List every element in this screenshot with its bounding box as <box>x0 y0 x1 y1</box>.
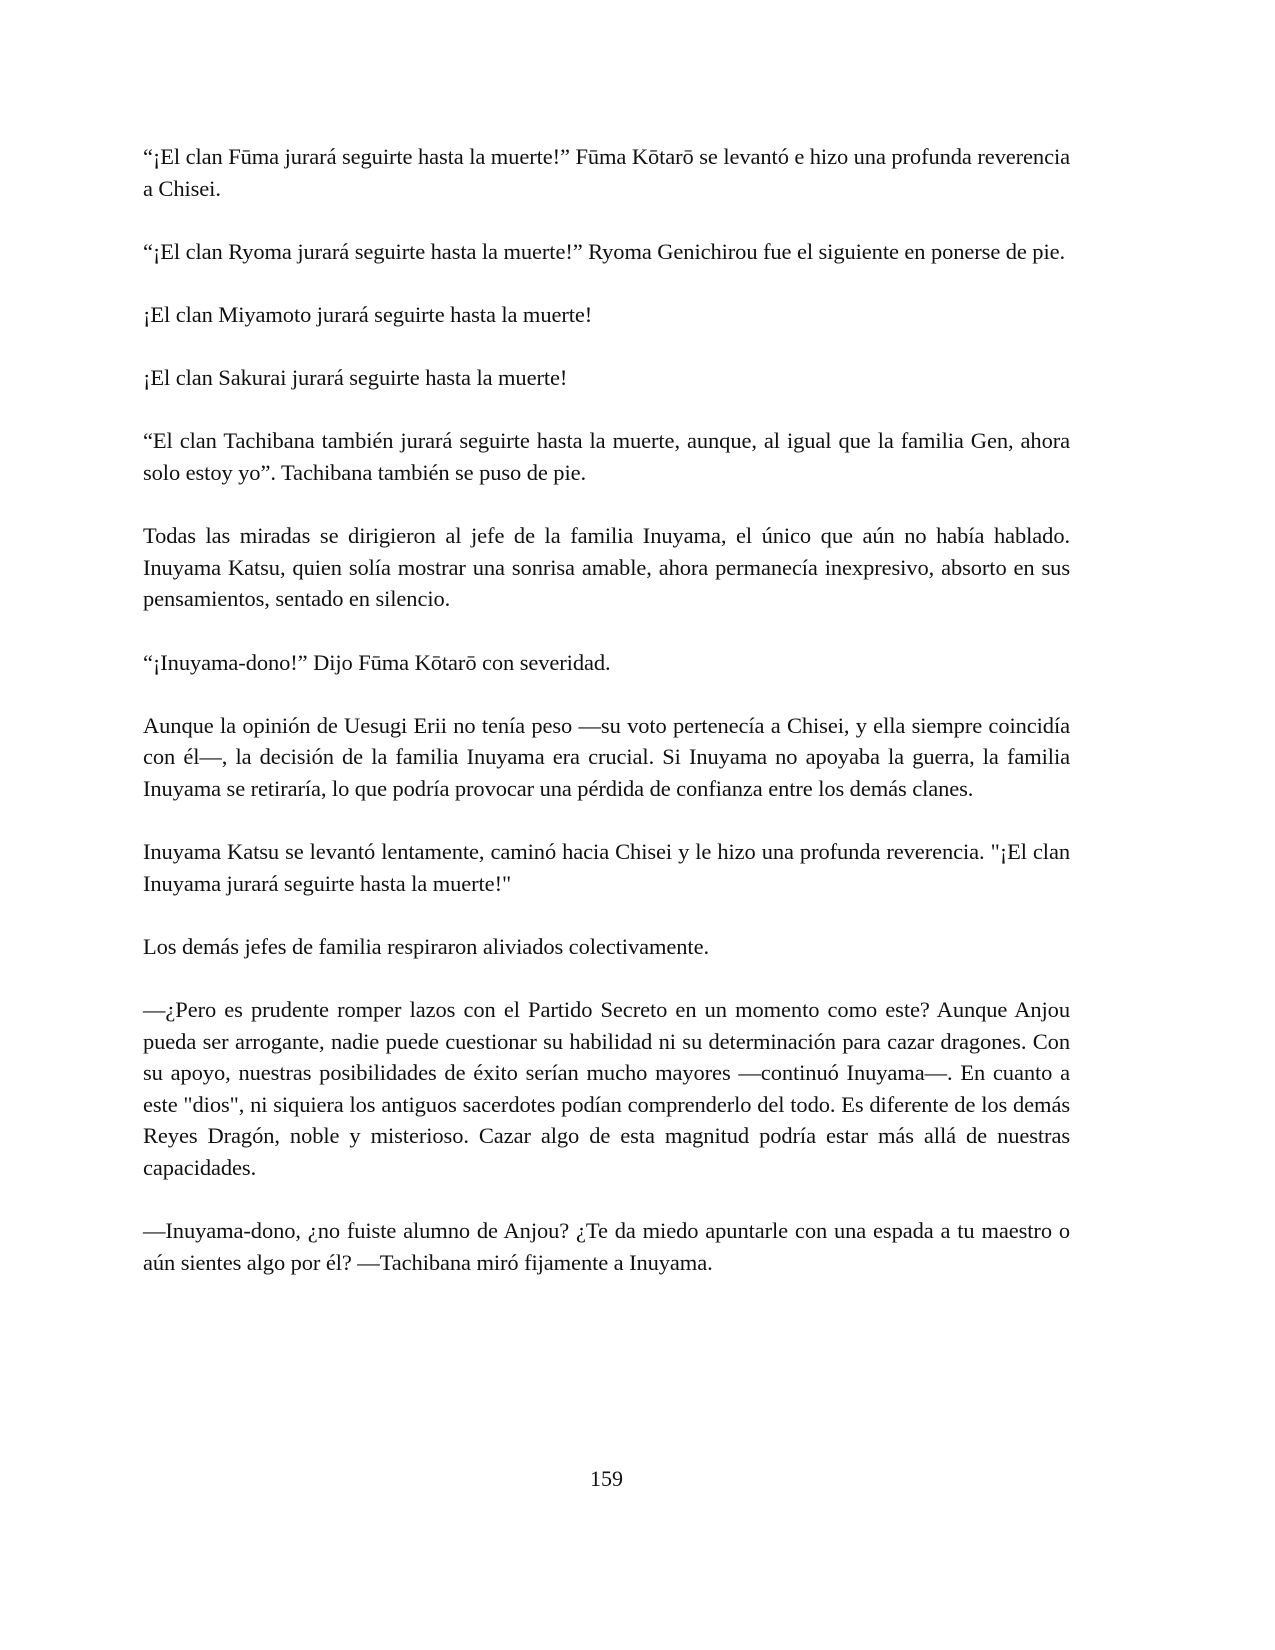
paragraph: —Inuyama-dono, ¿no fuiste alumno de Anjou? ¿Te da miedo apuntarle con una espada a tu maestro o aún sientes algo por él? —Tachibana miró fijamente a Inuyama. <box>143 1218 1070 1275</box>
paragraph: Todas las miradas se dirigieron al jefe de la familia Inuyama, el único que aún no había hablado. Inuyama Katsu, quien solía mostrar una sonrisa amable, ahora permanecía inexpresivo, absorto en sus pensamientos, sentado en silencio. <box>143 523 1070 612</box>
page-body <box>143 141 1070 1310</box>
paragraph: “¡El clan Ryoma jurará seguirte hasta la muerte!” Ryoma Genichirou fue el siguiente en ponerse de pie. <box>143 238 1066 264</box>
paragraph: “¡Inuyama-dono!” Dijo Fūma Kōtarō con severidad. <box>143 649 611 675</box>
paragraph: Inuyama Katsu se levantó lentamente, caminó hacia Chisei y le hizo una profunda reverencia. "¡El clan Inuyama jurará seguirte hasta la muerte!" <box>143 839 1070 896</box>
paragraph: —¿Pero es prudente romper lazos con el Partido Secreto en un momento como este? Aunque Anjou pueda ser arrogante, nadie puede cuestionar su habilidad ni su determinación para cazar dragones. Con su apoyo, nuestras posibilidades de éxito serían mucho mayores —continuó Inuyama—. En cuanto a este "dios", ni siquiera los antiguos sacerdotes podían comprenderlo del todo. Es diferente de los demás Reyes Dragón, noble y misterioso. Cazar algo de esta magnitud podría estar más allá de nuestras capacidades. <box>143 997 1070 1180</box>
paragraph: ¡El clan Miyamoto jurará seguirte hasta la muerte! <box>143 301 593 327</box>
paragraph: “El clan Tachibana también jurará seguirte hasta la muerte, aunque, al igual que la familia Gen, ahora solo estoy yo”. Tachibana también se puso de pie. <box>143 428 1070 485</box>
paragraph: ¡El clan Sakurai jurará seguirte hasta la muerte! <box>143 365 568 391</box>
paragraph: Aunque la opinión de Uesugi Erii no tenía peso —su voto pertenecía a Chisei, y ella siempre coincidía con él—, la decisión de la familia Inuyama era crucial. Si Inuyama no apoyaba la guerra, la familia Inuyama se retiraría, lo que podría provocar una pérdida de confianza entre los demás clanes. <box>143 712 1070 801</box>
page-number: 159 <box>590 1466 623 1491</box>
paragraph: Los demás jefes de familia respiraron aliviados colectivamente. <box>143 933 709 959</box>
paragraph: “¡El clan Fūma jurará seguirte hasta la muerte!” Fūma Kōtarō se levantó e hizo una profunda reverencia a Chisei. <box>143 144 1070 201</box>
